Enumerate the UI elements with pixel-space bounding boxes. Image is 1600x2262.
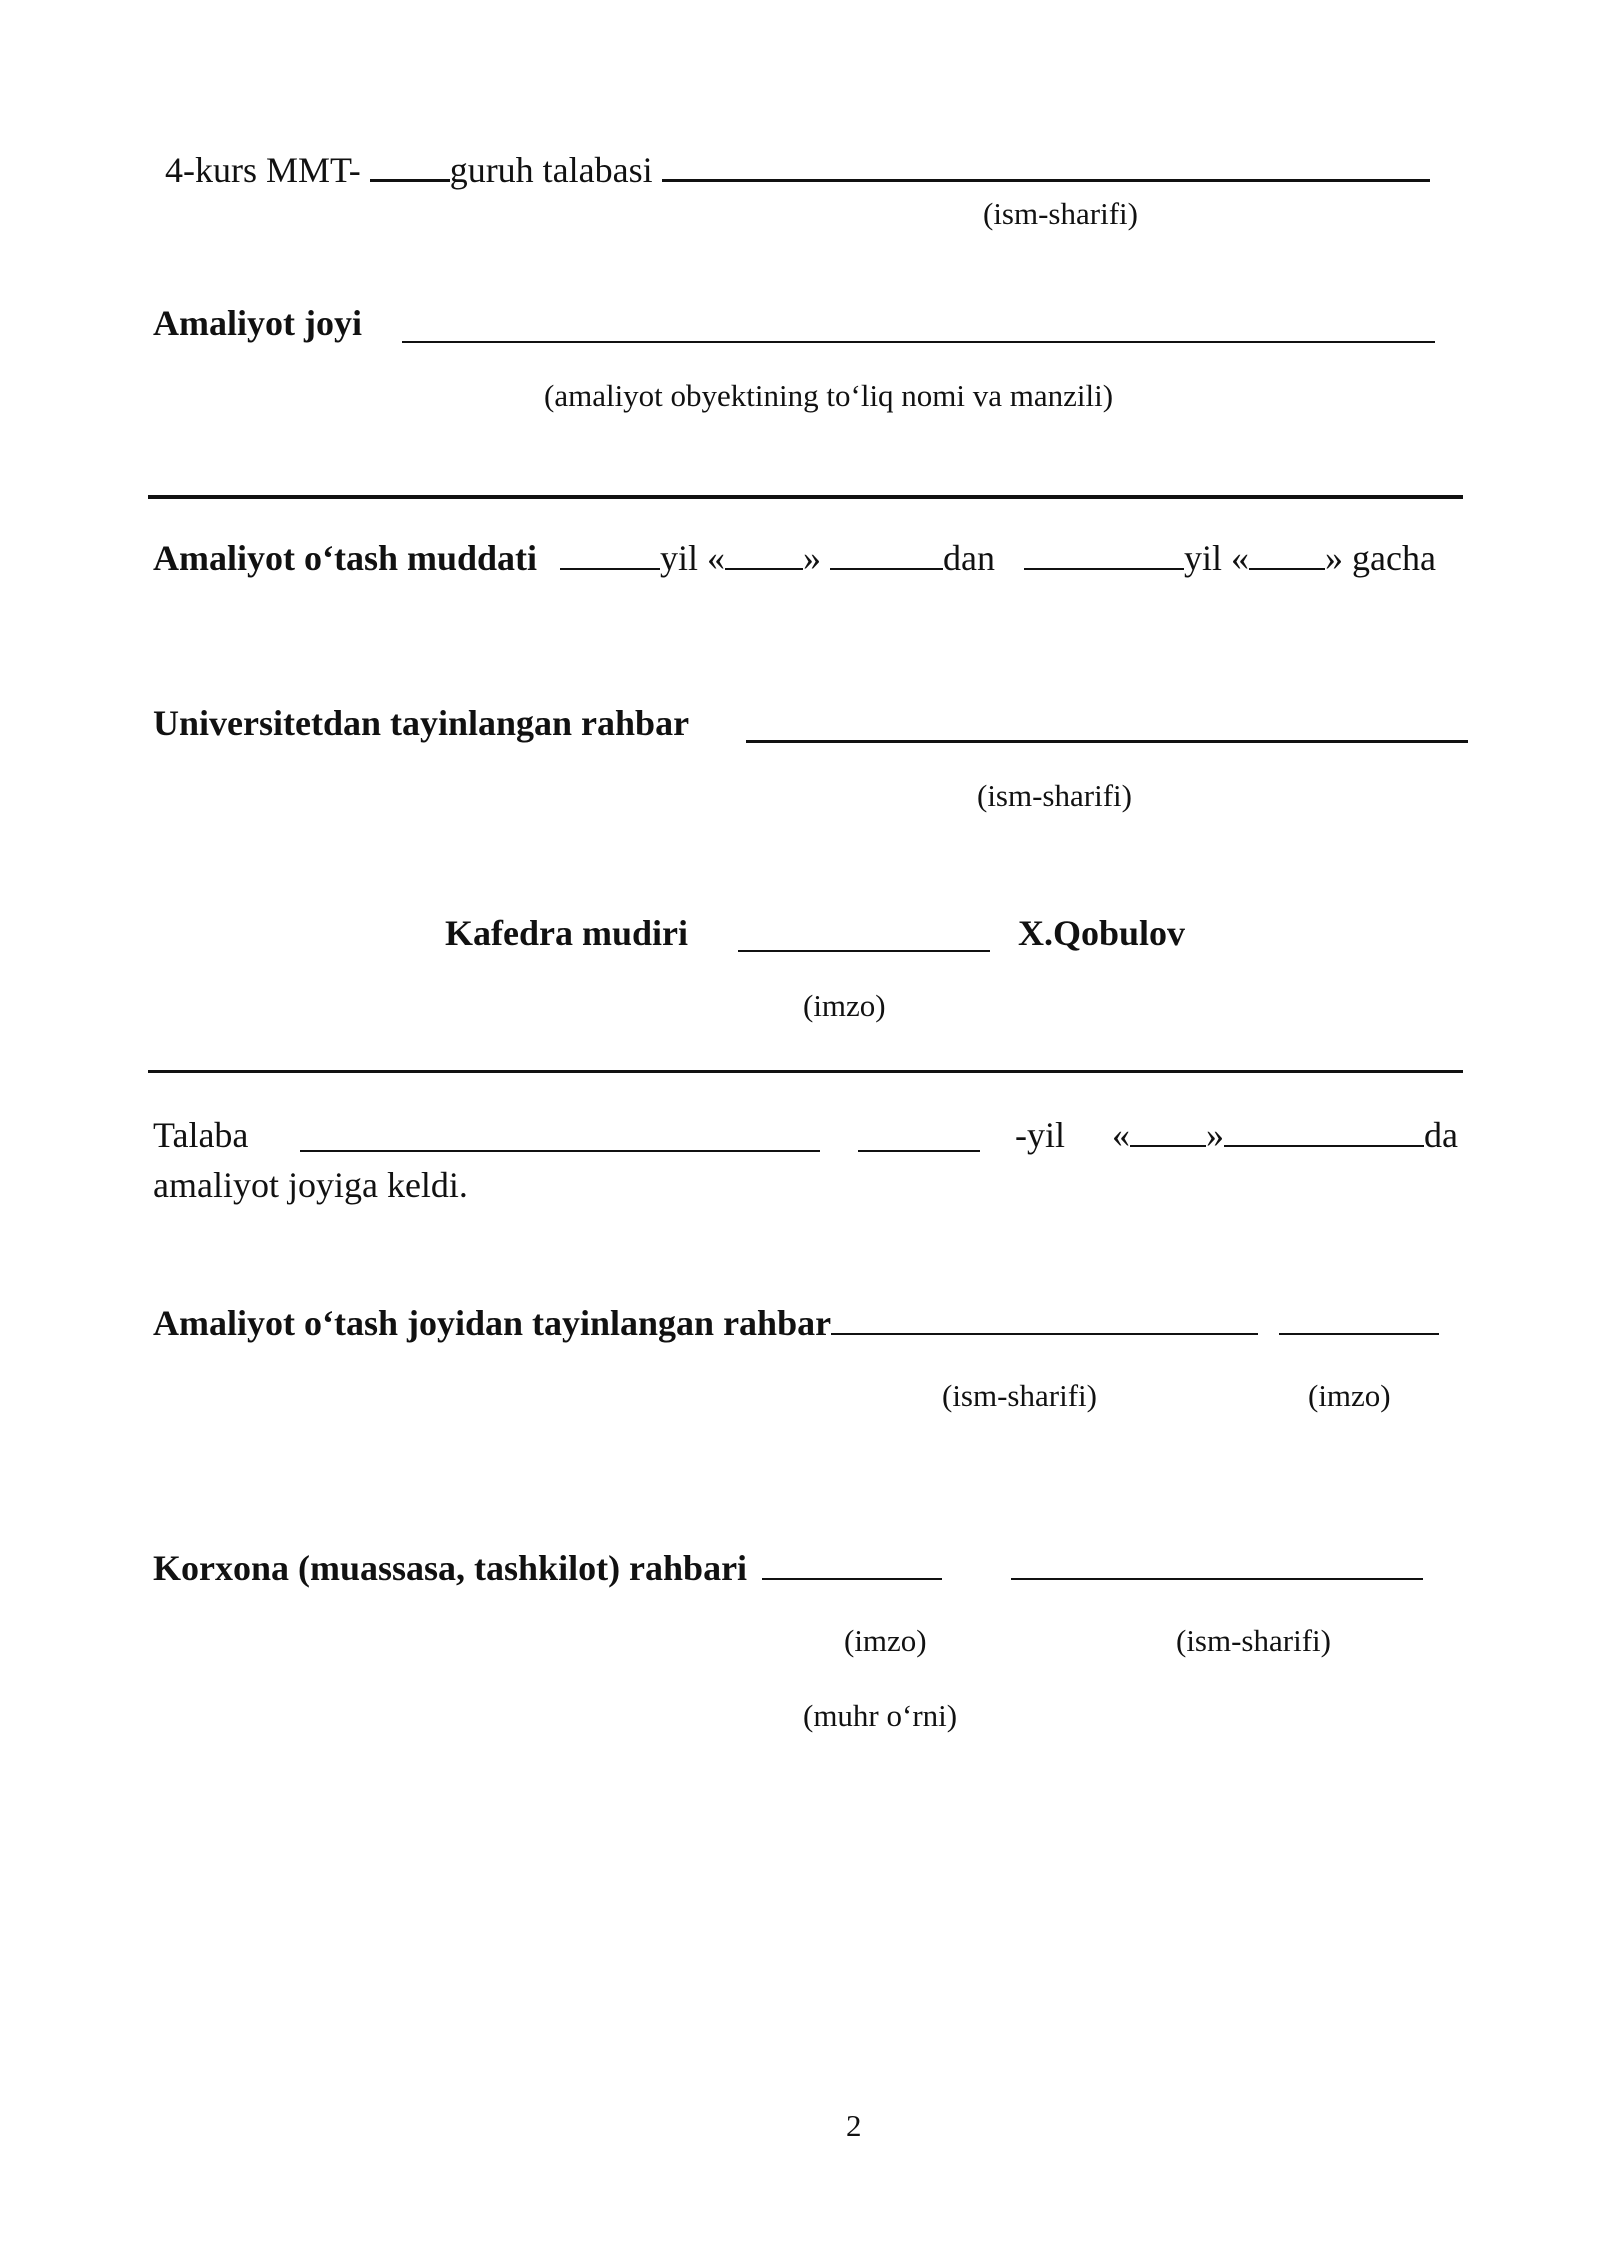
- divider-1: [148, 495, 1463, 499]
- duration-label: Amaliyot o‘tash muddati: [153, 538, 538, 578]
- director-label: Korxona (muassasa, tashkilot) rahbari: [153, 1548, 748, 1588]
- start-close: »: [803, 538, 822, 578]
- end-year-field[interactable]: [1024, 568, 1184, 570]
- head-label: Kafedra mudiri: [445, 913, 688, 953]
- site-supervisor-label: Amaliyot o‘tash joyidan tayinlangan rahbar: [153, 1303, 832, 1343]
- end-day-field[interactable]: [1249, 568, 1325, 570]
- site-supervisor-sign-field[interactable]: [1279, 1333, 1439, 1335]
- dan-label: dan: [943, 538, 996, 578]
- site-supervisor-line: [153, 1305, 1439, 1341]
- course-prefix: 4-kurs MMT-: [165, 150, 361, 190]
- director-line: [153, 1550, 1423, 1586]
- director-sign-caption: (imzo): [844, 1623, 927, 1658]
- group-number-field[interactable]: [370, 179, 450, 182]
- start-month-field[interactable]: [830, 568, 943, 570]
- student-name-field[interactable]: [662, 179, 1430, 182]
- group-label: guruh talabasi: [449, 150, 653, 190]
- student-line: [165, 152, 1430, 188]
- place-caption: (amaliyot obyektining to‘liq nomi va manzili): [544, 378, 1114, 413]
- start-year-field[interactable]: [560, 568, 660, 570]
- arrival-name-field[interactable]: [300, 1150, 820, 1152]
- seal-caption: (muhr o‘rni): [803, 1698, 958, 1733]
- arrival-month-field[interactable]: [1224, 1145, 1424, 1147]
- place-field[interactable]: [402, 341, 1435, 343]
- director-sign-field[interactable]: [762, 1578, 942, 1580]
- head-caption: (imzo): [803, 988, 886, 1023]
- arrival-date: [1112, 1117, 1458, 1153]
- arrival-year-field[interactable]: [858, 1150, 980, 1152]
- student-name-caption: (ism-sharifi): [983, 196, 1138, 231]
- supervisor-name-field[interactable]: [746, 740, 1468, 743]
- head-sign-field[interactable]: [738, 950, 990, 952]
- arrival-close: »: [1206, 1115, 1224, 1155]
- director-name-field[interactable]: [1011, 1578, 1423, 1580]
- supervisor-caption: (ism-sharifi): [977, 778, 1132, 813]
- arrival-yil: -yil: [1015, 1115, 1065, 1155]
- arrival-talaba: Talaba: [153, 1115, 249, 1155]
- gacha-label: » gacha: [1325, 538, 1436, 578]
- arrival-da: da: [1424, 1115, 1458, 1155]
- divider-2: [148, 1070, 1463, 1073]
- supervisor-label: Universitetdan tayinlangan rahbar: [153, 703, 690, 743]
- head-name: X.Qobulov: [1018, 913, 1186, 953]
- start-day-field[interactable]: [725, 568, 803, 570]
- place-label: Amaliyot joyi: [153, 303, 362, 343]
- site-supervisor-name-caption: (ism-sharifi): [942, 1378, 1097, 1413]
- arrival-open: «: [1112, 1115, 1130, 1155]
- director-name-caption: (ism-sharifi): [1176, 1623, 1331, 1658]
- site-supervisor-sign-caption: (imzo): [1308, 1378, 1391, 1413]
- arrival-line2: amaliyot joyiga keldi.: [153, 1165, 468, 1205]
- start-yil: yil «: [660, 538, 726, 578]
- duration-line: [153, 540, 1436, 576]
- site-supervisor-name-field[interactable]: [831, 1333, 1258, 1335]
- page-number: 2: [846, 2108, 862, 2143]
- end-yil: yil «: [1184, 538, 1250, 578]
- arrival-day-field[interactable]: [1130, 1145, 1206, 1147]
